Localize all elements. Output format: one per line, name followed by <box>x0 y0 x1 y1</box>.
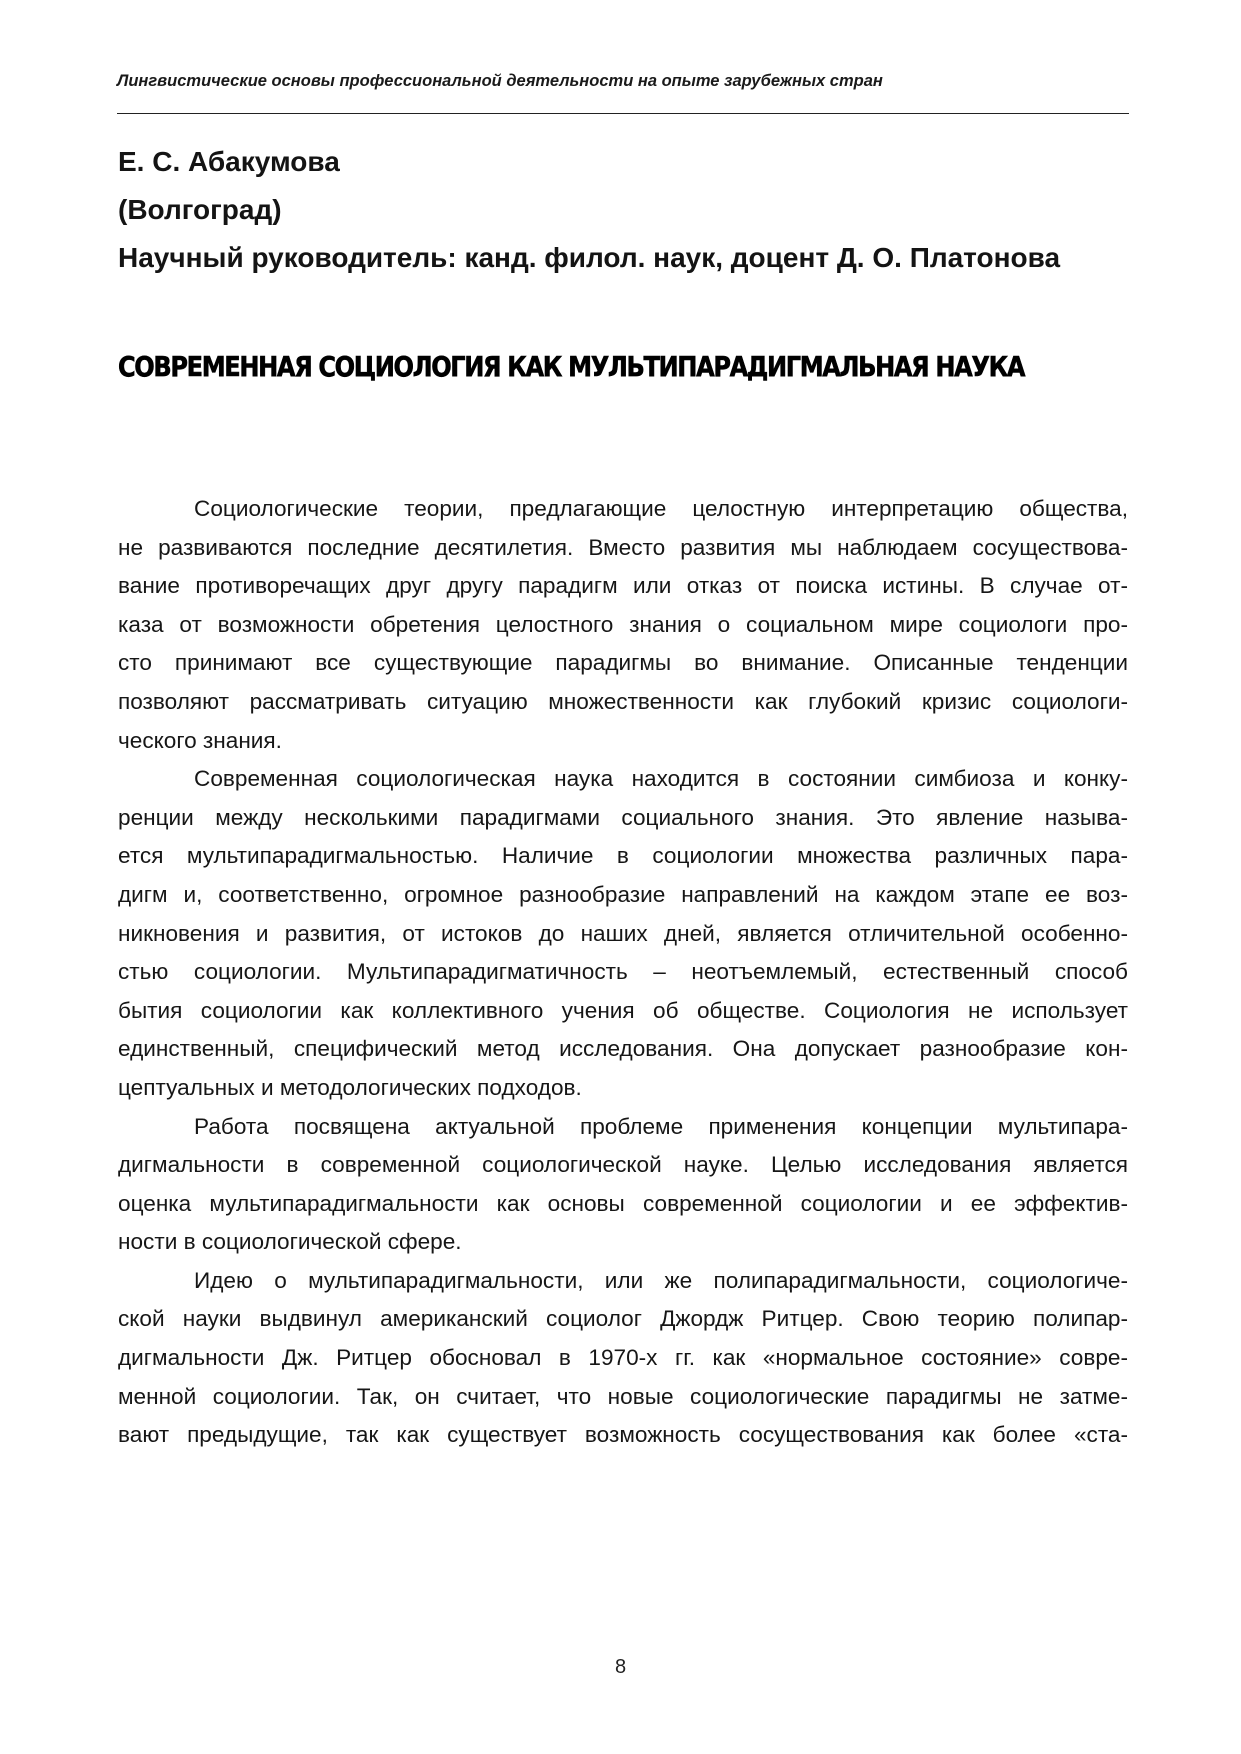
text-line: ческого знания. <box>118 727 282 753</box>
text-line: дигм и, соответственно, огромное разнообразие направлений на каждом этапе ее воз- <box>118 881 1128 907</box>
article-title: СОВРЕМЕННАЯ СОЦИОЛОГИЯ КАК МУЛЬТИПАРАДИГМАЛЬНАЯ НАУКА <box>118 350 1025 383</box>
text-line: ется мультипарадигмальностью. Наличие в социологии множества различных пара- <box>118 843 1128 869</box>
text-line: ности в социологической сфере. <box>118 1229 462 1255</box>
text-line: стью социологии. Мультипарадигматичность – неотъемлемый, естественный способ <box>118 959 1128 985</box>
text-line: единственный, специфический метод исследования. Она допускает разнообразие кон- <box>118 1036 1128 1062</box>
paragraph-2 <box>118 760 1128 1107</box>
text-line: каза от возможности обретения целостного знания о социальном мире социологи про- <box>118 611 1128 637</box>
paragraph-1 <box>118 490 1128 760</box>
author-city: (Волгоград) <box>118 194 282 225</box>
text-line: дигмальности в современной социологической науке. Целью исследования является <box>118 1152 1128 1178</box>
text-line: ренции между несколькими парадигмами социального знания. Это явление называ- <box>118 804 1128 830</box>
running-header: Лингвистические основы профессиональной деятельности на опыте зарубежных стран <box>117 72 883 90</box>
paragraph-3 <box>118 1108 1128 1262</box>
text-line: ской науки выдвинул американский социолог Джордж Ритцер. Свою теорию полипар- <box>118 1306 1128 1332</box>
text-line: позволяют рассматривать ситуацию множественности как глубокий кризис социологи- <box>118 688 1128 714</box>
text-line: оценка мультипарадигмальности как основы современной социологии и ее эффектив- <box>118 1190 1128 1216</box>
supervisor-line: Научный руководитель: канд. филол. наук, доцент Д. О. Платонова <box>118 242 1061 273</box>
text-line: Социологические теории, предлагающие целостную интерпретацию общества, <box>194 496 1128 521</box>
text-line: бытия социологии как коллективного учения об обществе. Социология не использует <box>118 997 1128 1023</box>
text-line: не развиваются последние десятилетия. Вместо развития мы наблюдаем сосуществова- <box>118 534 1128 560</box>
text-line: Современная социологическая наука находится в состоянии симбиоза и конку- <box>194 766 1128 792</box>
article-body <box>118 490 1128 1455</box>
text-line: дигмальности Дж. Ритцер обосновал в 1970-х гг. как «нормальное состояние» совре- <box>118 1345 1128 1371</box>
author-block <box>118 142 1128 286</box>
text-line: Работа посвящена актуальной проблеме применения концепции мультипара- <box>194 1113 1128 1139</box>
text-line: никновения и развития, от истоков до наших дней, является отличительной особенно- <box>118 920 1128 946</box>
text-line: вание противоречащих друг другу парадигм или отказ от поиска истины. В случае от- <box>118 573 1128 599</box>
text-line: менной социологии. Так, он считает, что новые социологические парадигмы не затме- <box>118 1383 1128 1409</box>
author-name: Е. С. Абакумова <box>118 146 340 177</box>
text-line: Идею о мультипарадигмальности, или же полипарадигмальности, социологиче- <box>194 1267 1128 1293</box>
header-divider <box>117 113 1129 114</box>
text-line: сто принимают все существующие парадигмы во внимание. Описанные тенденции <box>118 650 1128 676</box>
page-number: 8 <box>614 1656 627 1678</box>
paragraph-4 <box>118 1262 1128 1455</box>
text-line: цептуальных и методологических подходов. <box>118 1074 582 1100</box>
text-line: вают предыдущие, так как существует возможность сосуществования как более «ста- <box>118 1422 1128 1448</box>
